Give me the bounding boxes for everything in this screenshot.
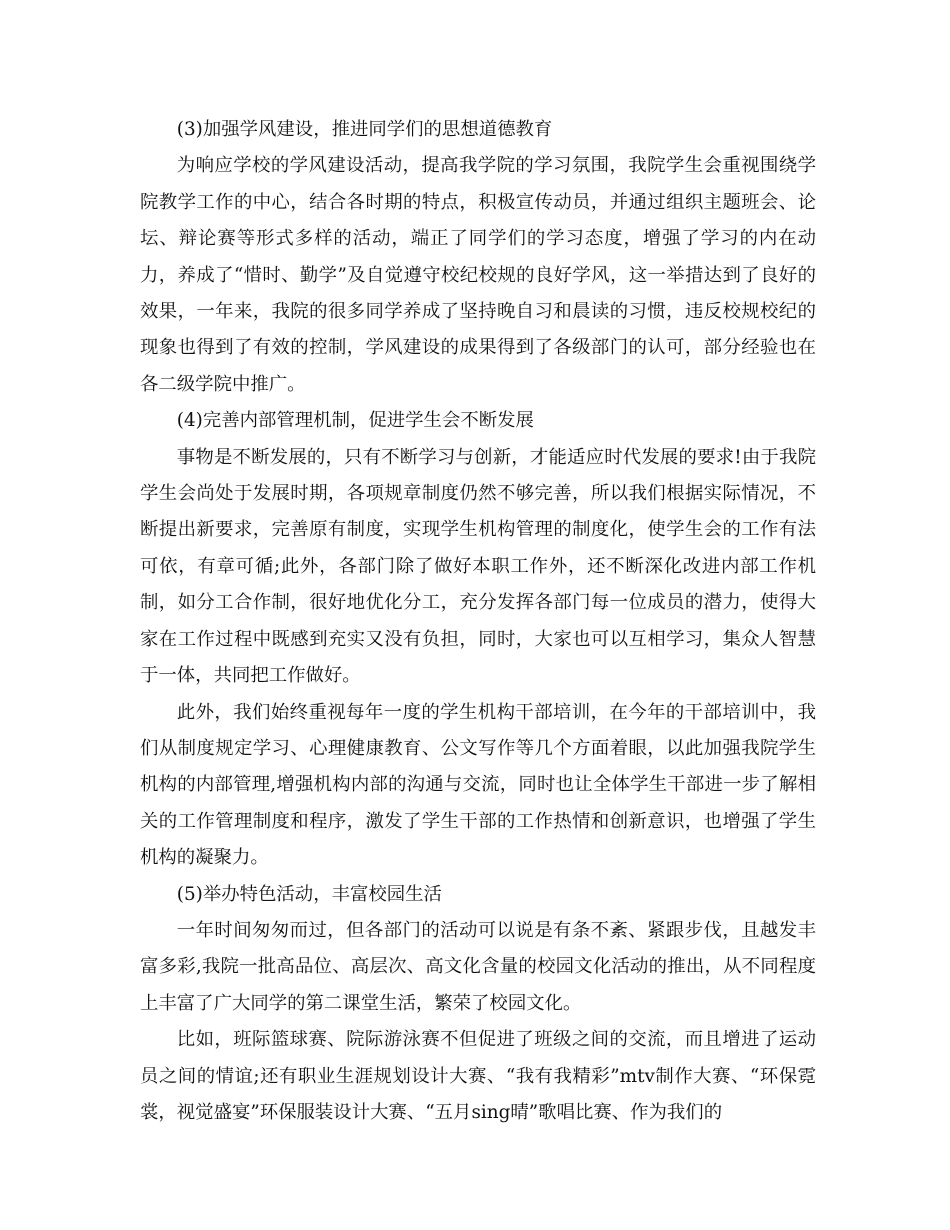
paragraph-cadre-training: 此外，我们始终重视每年一度的学生机构干部培训，在今年的干部培训中，我们从制度规定学习、心理健康教育、公文写作等几个方面着眼，以此加强我院学生机构的内部管理,增强机构内部的沟通与交流，同时也让全体学生干部进一步了解相关的工作管理制度和程序，激发了学生干部的工作热情和创新意识，也增强了学生机构的凝聚力。	[140, 701, 816, 869]
paragraph-study-style: 为响应学校的学风建设活动，提高我学院的学习氛围，我院学生会重视围绕学院教学工作的中心，结合各时期的特点，积极宣传动员，并通过组织主题班会、论坛、辩论赛等形式多样的活动，端正了同学们的学习态度，增强了学习的内在动力，养成了“惜时、勤学”及自觉遵守校纪校规的良好学风，这一举措达到了良好的效果，一年来，我院的很多同学养成了坚持晚自习和晨读的习惯，违反校规校纪的现象也得到了有效的控制，学风建设的成果得到了各级部门的认可，部分经验也在各二级学院中推广。	[140, 155, 816, 395]
paragraph-management-mechanism: 事物是不断发展的，只有不断学习与创新，才能适应时代发展的要求!由于我院学生会尚处于发展时期，各项规章制度仍然不够完善，所以我们根据实际情况，不断提出新要求，完善原有制度，实现学生机构管理的制度化，使学生会的工作有法可依，有章可循;此外，各部门除了做好本职工作外，还不断深化改进内部工作机制，如分工合作制，很好地优化分工，充分发挥各部门每一位成员的潜力，使得大家在工作过程中既感到充实又没有负担，同时，大家也可以互相学习，集众人智慧于一体，共同把工作做好。	[140, 446, 816, 687]
section-heading-3: (3)加强学风建设，推进同学们的思想道德教育	[176, 119, 553, 140]
paragraph-campus-activities: 一年时间匆匆而过，但各部门的活动可以说是有条不紊、紧跟步伐，且越发丰富多彩,我院一批高品位、高层次、高文化含量的校园文化活动的推出，从不同程度上丰富了广大同学的第二课堂生活，繁荣了校园文化。	[140, 919, 816, 1014]
section-heading-5: (5)举办特色活动，丰富校园生活	[176, 883, 442, 905]
section-heading-4: (4)完善内部管理机制，促进学生会不断发展	[176, 410, 534, 432]
document-body	[140, 112, 816, 1131]
paragraph-competitions: 比如，班际篮球赛、院际游泳赛不但促进了班级之间的交流，而且增进了运动员之间的情谊;还有职业生涯规划设计大赛、“我有我精彩”mtv制作大赛、“环保霓裳，视觉盛宴”环保服装设计大赛、“五月sing晴”歌唱比赛、作为我们的	[140, 1029, 816, 1123]
